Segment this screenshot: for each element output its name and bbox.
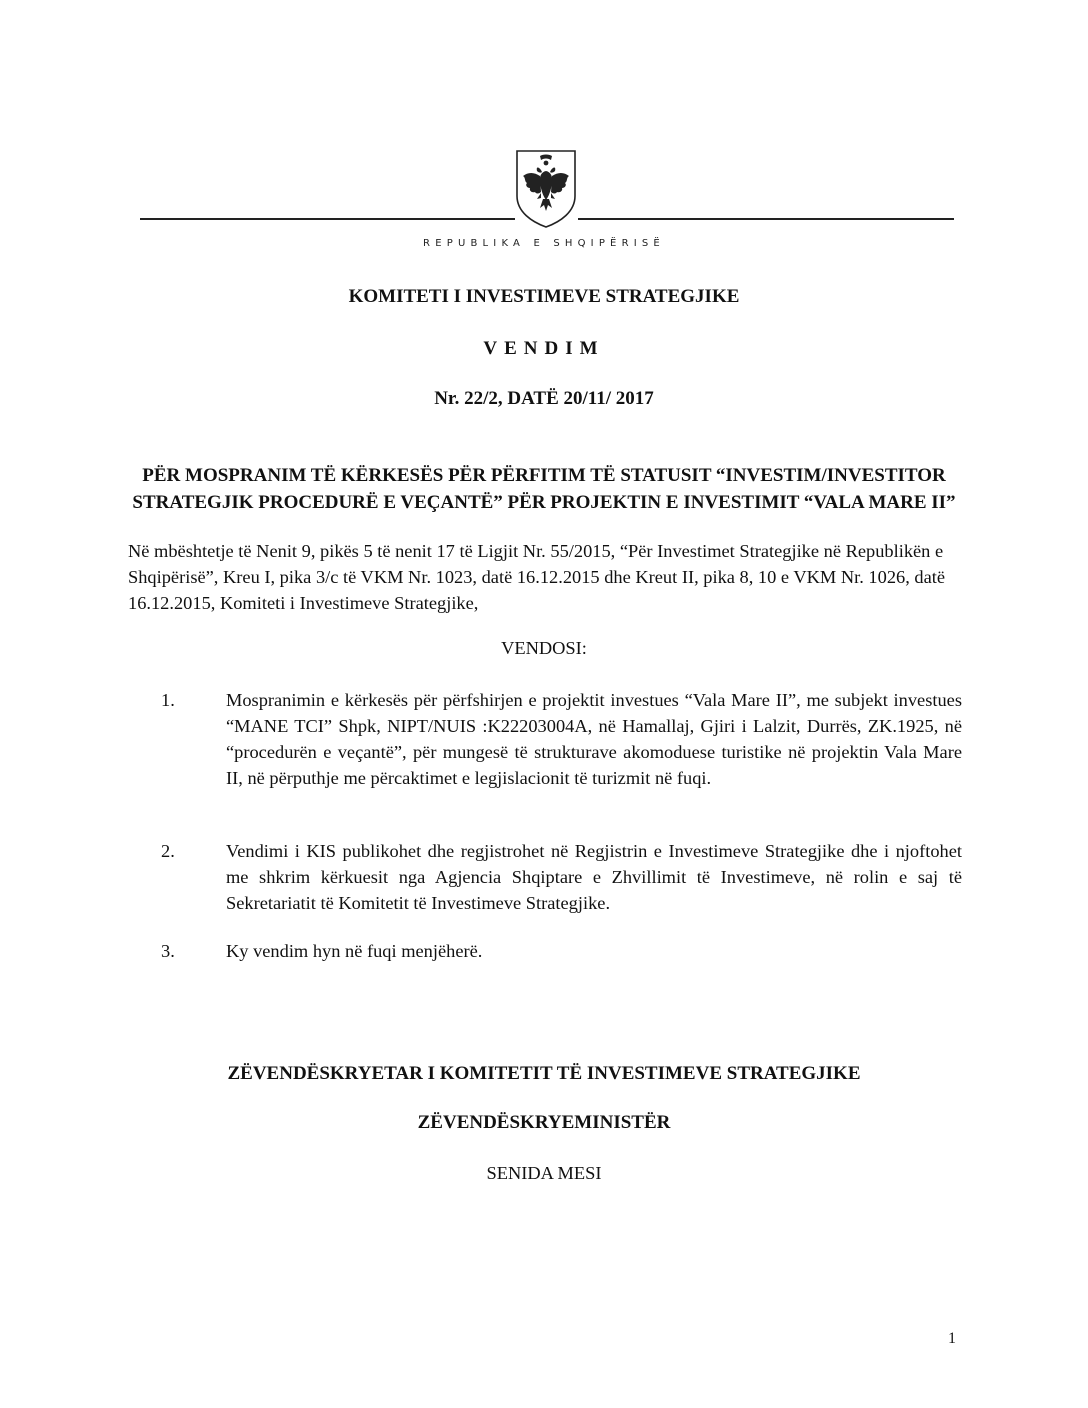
- decides-label: VENDOSI:: [501, 638, 587, 658]
- item-text: Mospranimin e kërkesës për përfshirjen e projektit investues “Vala Mare II”, me subjekt investues “MANE TCI” Shpk, NIPT/NUIS :K22203004A, në Hamallaj, Gjiri i Lalzit, Durrës, ZK.1925, në “procedurën e veçantë”, për mungesë të strukturave akomoduese turistike në projektin Vala Mare II, në përputhje me përcaktimet e legjislacionit të turizmit në fuqi.: [226, 690, 962, 788]
- decision-subject: [0, 462, 1088, 516]
- decision-heading: VENDIM: [483, 338, 605, 359]
- signatory-role: ZËVENDËSKRYEMINISTËR: [417, 1112, 671, 1133]
- republic-name: REPUBLIKA E SHQIPËRISË: [423, 238, 665, 249]
- committee-name: KOMITETI I INVESTIMEVE STRATEGJIKE: [348, 286, 740, 307]
- header-rule-left: [140, 218, 515, 220]
- subject-line-1: PËR MOSPRANIM TË KËRKESËS PËR PËRFITIM TË STATUSIT “INVESTIM/INVESTITOR: [142, 465, 946, 486]
- decision-number: Nr. 22/2, DATË 20/11/ 2017: [434, 388, 654, 409]
- item-text: Ky vendim hyn në fuqi menjëherë.: [226, 941, 483, 961]
- subject-line-2: STRATEGJIK PROCEDURË E VEÇANTË” PËR PROJEKTIN E INVESTIMIT “VALA MARE II”: [132, 492, 956, 513]
- item-number: 3.: [161, 941, 175, 961]
- signatory-title: ZËVENDËSKRYETAR I KOMITETIT TË INVESTIMEVE STRATEGJIKE: [227, 1063, 861, 1084]
- item-text: Vendimi i KIS publikohet dhe regjistrohet në Regjistrin e Investimeve Strategjike dhe i njoftohet me shkrim kërkuesit nga Agjencia Shqiptare e Zhvillimit të Investimeve, në rolin e saj të Sekretariatit të Komitetit të Investimeve Strategjike.: [226, 841, 962, 913]
- preamble-paragraph: Në mbështetje të Nenit 9, pikës 5 të nenit 17 të Ligjit Nr. 55/2015, “Për Investimet Strategjike në Republikën e Shqipërisë”, Kreu I, pika 3/c të VKM Nr. 1023, datë 16.12.2015 dhe Kreut II, pika 8, 10 e VKM Nr. 1026, datë 16.12.2015, Komiteti i Investimeve Strategjike,: [128, 541, 946, 613]
- item-number: 1.: [161, 690, 175, 710]
- signatory-name: SENIDA MESI: [486, 1163, 602, 1183]
- page-number: 1: [948, 1330, 956, 1347]
- albanian-coat-of-arms-icon: [514, 148, 578, 230]
- header-rule-right: [578, 218, 954, 220]
- item-number: 2.: [161, 841, 175, 861]
